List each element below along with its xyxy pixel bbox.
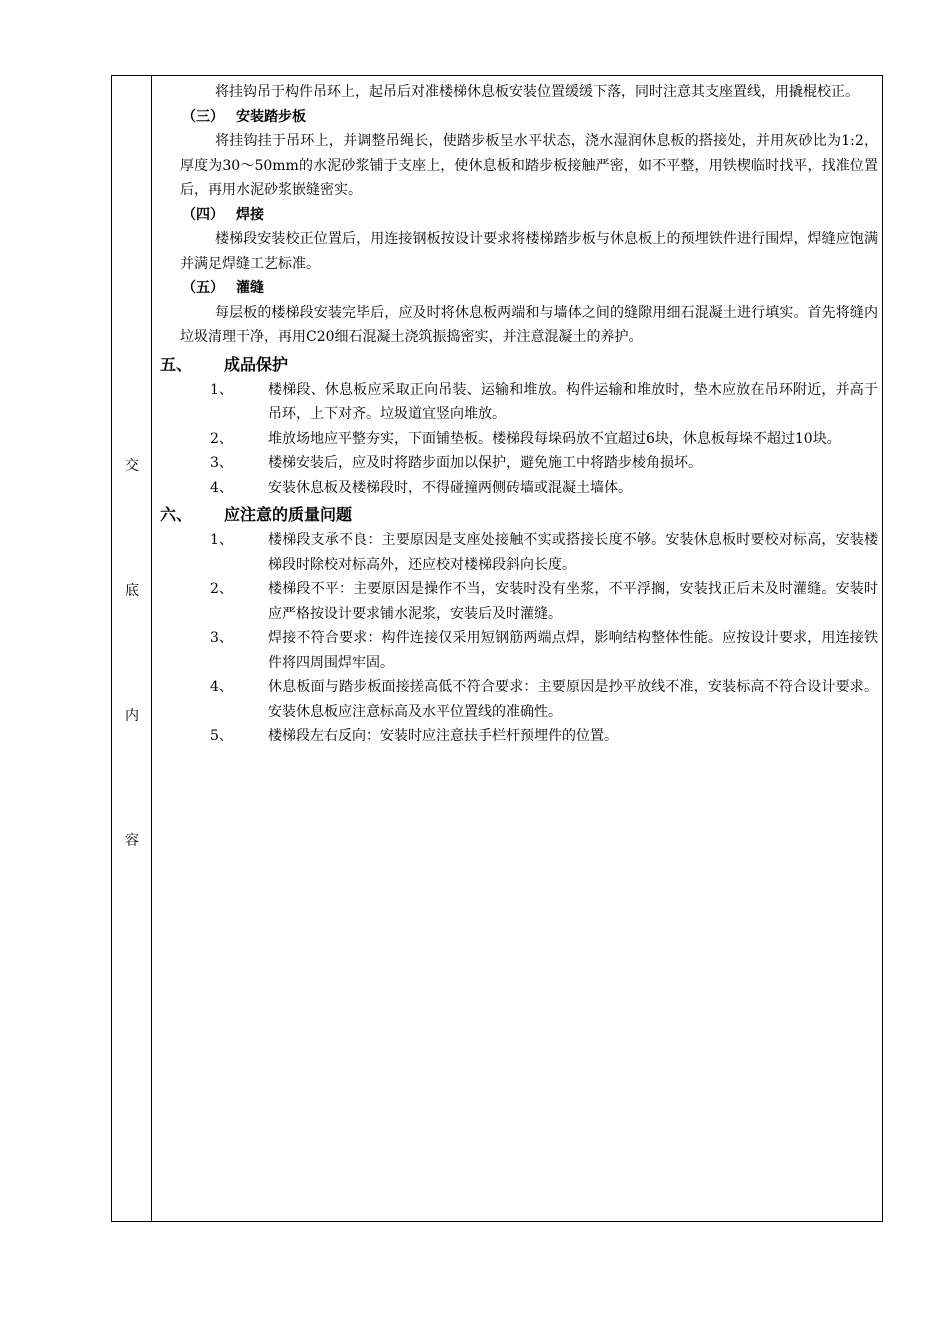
section-number: 六、: [160, 505, 193, 524]
side-label-char: 容: [125, 833, 139, 849]
subsection-title: 焊接: [236, 206, 264, 223]
list-item: [160, 451, 878, 476]
intro-paragraph: 将挂钩吊于构件吊环上，起吊后对准楼梯休息板安装位置缓缓下落，同时注意其支座置线，用撬棍校正。: [215, 84, 859, 100]
list-item: [160, 476, 878, 501]
item-number: 4、: [210, 679, 233, 695]
side-label-char: 交: [125, 458, 139, 474]
item-number: 2、: [210, 430, 233, 447]
item-text: 休息板面与踏步板面接搓高低不符合要求：主要原因是抄平放线不准，安装标高不符合设计要求。安装休息板应注意标高及水平位置线的准确性。: [268, 679, 878, 720]
list-item: [160, 626, 878, 675]
item-number: 5、: [210, 728, 233, 744]
item-number: 3、: [210, 455, 233, 471]
list-item: [160, 724, 878, 749]
section-heading: [160, 352, 878, 378]
section-number: 五、: [160, 354, 193, 374]
item-number: 2、: [210, 581, 233, 597]
subsection-number: （四）: [182, 206, 224, 223]
section-title: 应注意的质量问题: [224, 505, 353, 524]
item-text: 楼梯段支承不良：主要原因是支座处接触不实或搭接长度不够。安装休息板时要校对标高，安装楼梯段时除校对标高外，还应校对楼梯段斜向长度。: [268, 532, 878, 573]
side-label-char: 内: [125, 708, 139, 724]
item-number: 3、: [210, 630, 233, 646]
subsection-title: 安装踏步板: [236, 108, 306, 125]
item-text: 堆放场地应平整夯实，下面铺垫板。楼梯段每垛码放不宜超过6块，休息板每垛不超过10块。: [268, 430, 841, 447]
subsection-heading: [160, 276, 878, 301]
item-text: 楼梯段左右反向：安装时应注意扶手栏杆预埋件的位置。: [268, 728, 618, 744]
subsection-heading: [160, 203, 878, 228]
subsection-paragraph: 将挂钩挂于吊环上，并调整吊绳长，使踏步板呈水平状态，浇水湿润休息板的搭接处，并用灰砂比为1:2，厚度为30～50mm的水泥砂浆铺于支座上，使休息板和踏步板接触严密，如不平整，用铁楔临时找平，找准位置后，再用水泥砂浆嵌缝密实。: [180, 133, 878, 198]
list-item: [160, 427, 878, 452]
subsection-paragraph: 楼梯段安装校正位置后，用连接钢板按设计要求将楼梯踏步板与休息板上的预埋铁件进行围焊，焊缝应饱满并满足焊缝工艺标准。: [180, 231, 878, 272]
list-item: [160, 528, 878, 577]
disclosure-table: [111, 75, 883, 1222]
item-text: 楼梯段、休息板应采取正向吊装、运输和堆放。构件运输和堆放时，垫木应放在吊环附近，并高于吊环，上下对齐。垃圾道宜竖向堆放。: [268, 381, 878, 422]
item-number: 4、: [210, 479, 233, 496]
item-number: 1、: [210, 381, 233, 398]
side-label-column: [112, 76, 152, 1221]
list-item: [160, 378, 878, 427]
subsection-number: （五）: [182, 280, 224, 296]
item-number: 1、: [210, 532, 233, 548]
subsection-title: 灌缝: [236, 280, 264, 296]
item-text: 安装休息板及楼梯段时，不得碰撞两侧砖墙或混凝土墙体。: [268, 479, 632, 496]
side-label-char: 底: [125, 583, 139, 599]
item-text: 焊接不符合要求：构件连接仅采用短钢筋两端点焊，影响结构整体性能。应按设计要求，用连接铁件将四周围焊牢固。: [268, 630, 878, 671]
list-item: [160, 675, 878, 724]
item-text: 楼梯安装后，应及时将踏步面加以保护，避免施工中将踏步棱角损坏。: [268, 455, 702, 471]
section-heading: [160, 502, 878, 528]
subsection-number: （三）: [182, 108, 224, 125]
subsection-heading: [160, 105, 878, 130]
section-title: 成品保护: [224, 354, 289, 374]
subsection-paragraph: 每层板的楼梯段安装完毕后，应及时将休息板两端和与墙体之间的缝隙用细石混凝土进行填实。首先将缝内垃圾清理干净，再用C20细石混凝土浇筑振捣密实，并注意混凝土的养护。: [180, 304, 878, 345]
list-item: [160, 577, 878, 626]
item-text: 楼梯段不平：主要原因是操作不当，安装时没有坐浆，不平浮搁，安装找正后未及时灌缝。安装时应严格按设计要求铺水泥浆，安装后及时灌缝。: [268, 581, 878, 622]
content-body: [160, 80, 878, 749]
